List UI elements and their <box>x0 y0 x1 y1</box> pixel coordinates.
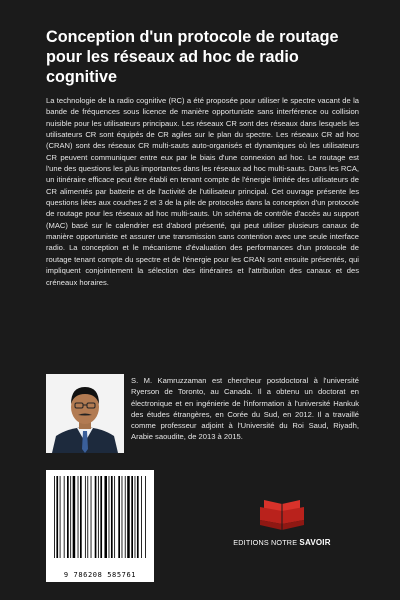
author-photo <box>46 374 124 453</box>
publisher-name <box>230 538 334 547</box>
author-portrait-icon <box>46 374 124 453</box>
book-abstract: La technologie de la radio cognitive (RC) a été proposée pour utiliser le spectre vacant de la bande de fréquences sous licence de manière opportuniste sans interférence ou collision nuisible pour les utilisateurs principaux. Les réseaux CR sont des réseaux dans lesquels les utilisateurs CR sont équipés de CR agiles sur le plan du spectre. Les réseaux CR ad hoc (CRAN) sont des réseaux CR multi-sauts auto-organisés et dynamiques où les utilisateurs CR peuvent communiquer entre eux par le biais d'une connexion ad hoc. Le routage est l'une des questions les plus importantes dans les réseaux ad hoc multi-sauts. Dans les RCA, un itinéraire efficace peut être établi en tenant compte de l'énergie limitée des utilisateurs de CR alimentés par batterie et de l'activité de l'utilisateur principal. Cet ouvrage présente les questions liées aux couches 2 et 3 de la pile de protocoles dans la conception d'un protocole de routage pour les réseaux ad hoc multi-sauts. Un schéma de contrôle d'accès au support (MAC) basé sur le calendrier est d'abord présenté, qui peut utiliser plusieurs canaux de manière opportuniste et assurer une transmission sans contention avec une seule interface radio. La conception et le mécanisme d'évaluation des performances d'un protocole de routage tenant compte du spectre et de l'énergie pour les CRAN sont ensuite présentés, qui impliquent conjointement la sélection des itinéraires et l'attribution des canaux et des créneaux horaires. <box>46 96 359 287</box>
author-bio: S. M. Kamruzzaman est chercheur postdoctoral à l'université Ryerson de Toronto, au Canada. Il a obtenu un doctorat en électronique et en ingénierie de l'information à l'université Hankuk des études étrangères, en Corée du Sud, en 2012. Il a travaillé comme professeur adjoint à l'Université du Roi Saud, Riyadh, Arabie saoudite, de 2013 à 2015. <box>131 376 359 442</box>
publisher-prefix: EDITIONS NOTRE <box>233 538 298 547</box>
publisher-brand: SAVOIR <box>299 538 331 547</box>
book-title: Conception d'un protocole de routage pour les réseaux ad hoc de radio cognitive <box>46 28 339 86</box>
publisher-book-logo-icon <box>256 498 308 532</box>
barcode-digits: 9 786208 585761 <box>63 571 137 579</box>
isbn-barcode <box>46 470 154 582</box>
barcode-bars <box>46 470 154 570</box>
